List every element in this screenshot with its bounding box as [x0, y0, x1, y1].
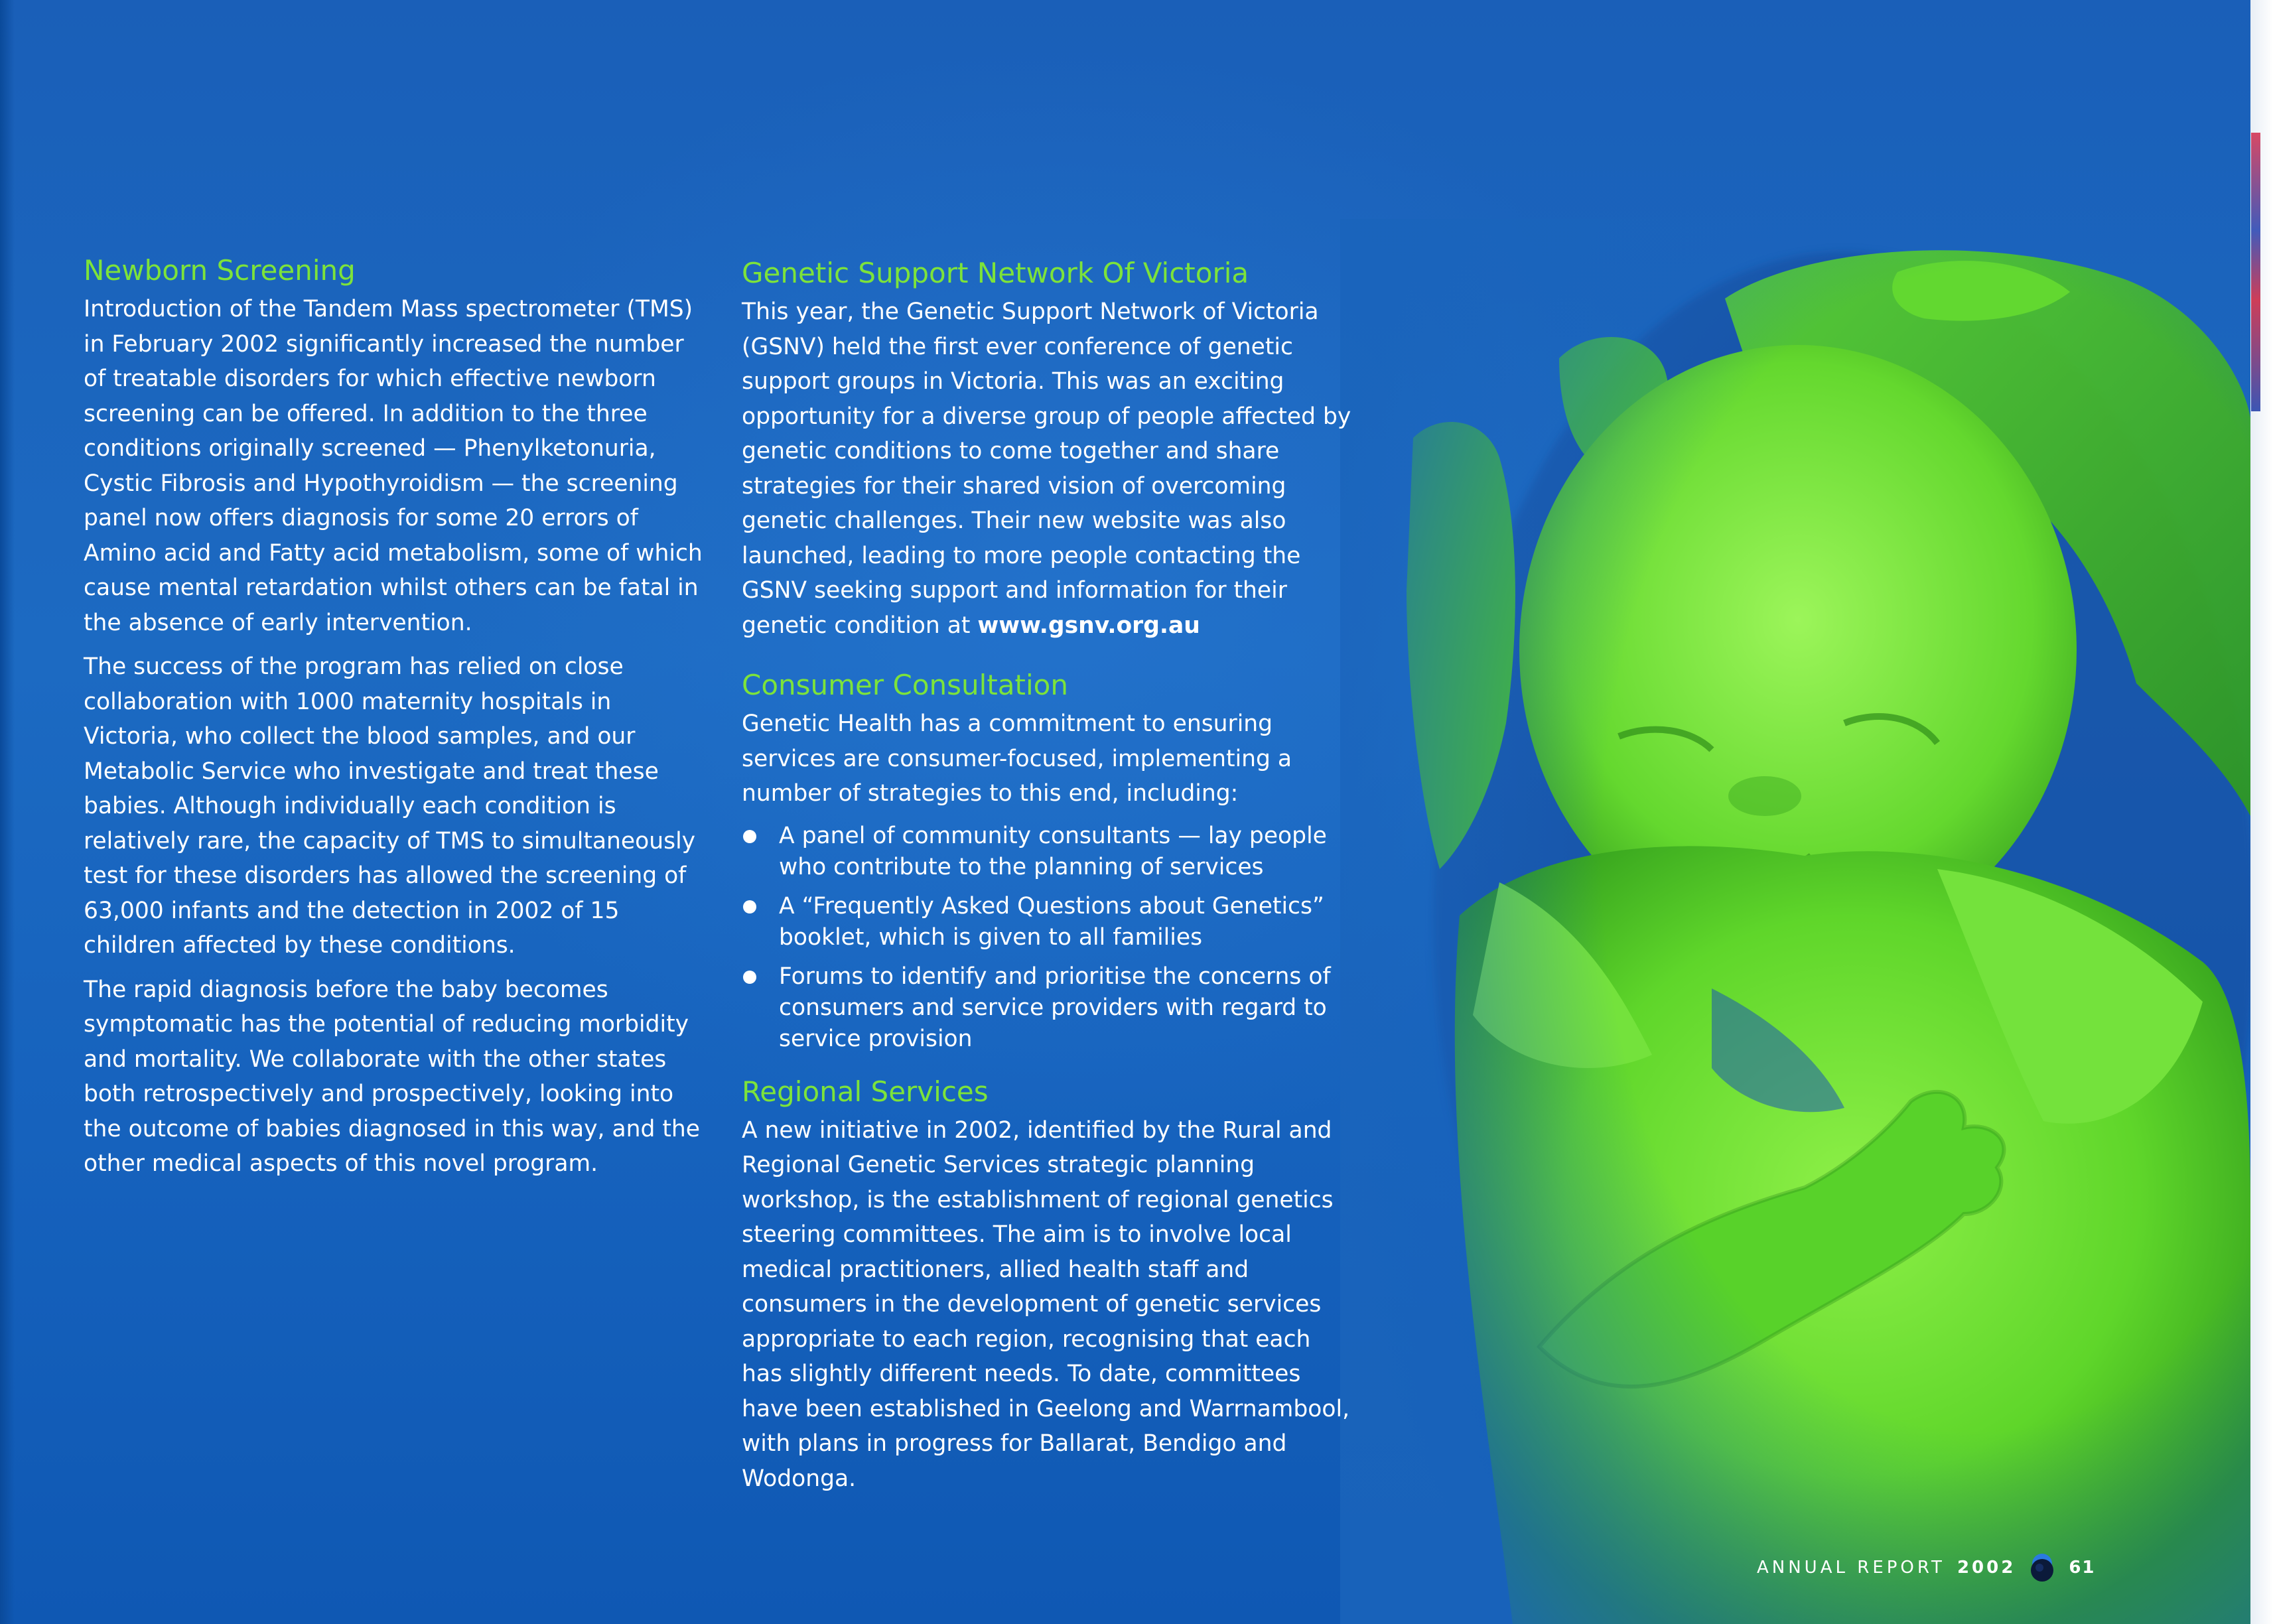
newborn-screening-heading: Newborn Screening — [84, 254, 356, 287]
orb-icon — [2028, 1553, 2057, 1582]
page-footer — [1757, 1552, 2096, 1583]
gsnv-paragraph-text: This year, the Genetic Support Network of Victoria (GSNV) held the first ever conference of genetic support groups in Victoria. This was an exciting opportunity for a diverse group of people affected by genetic conditions to come together and share strategies for their shared vision of overcoming genetic challenges. Their new website was also launched, leading to more people contacting the GSNV seeking support and information for their genetic condition at — [742, 299, 1351, 639]
bullet-icon — [743, 830, 756, 843]
newborn-screening-section — [84, 253, 707, 1191]
page-spine-shadow — [0, 0, 15, 1624]
regional-services-section — [742, 1075, 1352, 1497]
color-registration-marks — [2251, 133, 2260, 411]
consumer-consultation-section — [742, 668, 1352, 1055]
gsnv-heading: Genetic Support Network Of Victoria — [742, 257, 1249, 289]
consumer-consultation-heading: Consumer Consultation — [742, 669, 1068, 701]
list-item: Forums to identify and prioritise the concerns of consumers and service providers with regard to service provision — [742, 961, 1352, 1055]
regional-services-heading: Regional Services — [742, 1075, 989, 1108]
regional-services-paragraph: A new initiative in 2002, identified by the Rural and Regional Genetic Services strategic planning workshop, is the establishment of regional genetics steering committees. The aim is to involve local medical practitioners, allied health staff and consumers in the development of genetic services appropriate to each region, recognising that each has slightly different needs. To date, committees have been established in Geelong and Warrnambool, with plans in progress for Ballarat, Bendigo and Wodonga. — [742, 1116, 1350, 1492]
bullet-icon — [743, 900, 756, 914]
newborn-screening-paragraph-3: The rapid diagnosis before the baby becomes symptomatic has the potential of reducing morbidity and mortality. We collaborate with the other states both retrospectively and prospectively, looking into the outcome of babies diagnosed in this way, and the other medical aspects of this novel program. — [84, 976, 700, 1177]
list-item: A panel of community consultants — lay people who contribute to the planning of services — [742, 821, 1352, 883]
footer-year: 2002 — [1957, 1558, 2016, 1578]
newborn-screening-paragraph-2: The success of the program has relied on close collaboration with 1000 maternity hospitals in Victoria, who collect the blood samples, and our Metabolic Service who investigate and treat these babies. Although individually each condition is relatively rare, the capacity of TMS to simultaneously test for these disorders has allowed the screening of 63,000 infants and the detection in 2002 of 15 children affected by these conditions. — [84, 653, 696, 959]
consumer-consultation-list — [742, 821, 1352, 1055]
second-column — [742, 256, 1352, 1505]
bullet-icon — [743, 971, 756, 984]
gsnv-website-link[interactable]: www.gsnv.org.au — [977, 612, 1200, 639]
newborn-screening-paragraph-1: Introduction of the Tandem Mass spectrometer (TMS) in February 2002 significantly increased the number of treatable disorders for which effective newborn screening can be offered. In addition to the three conditions originally screened — Phenylketonuria, Cystic Fibrosis and Hypothyroidism — the screening panel now offers diagnosis for some 20 errors of Amino acid and Fatty acid metabolism, some of which cause mental retardation whilst others can be fatal in the absence of early intervention. — [84, 296, 703, 636]
footer-label: ANNUAL REPORT — [1757, 1558, 1945, 1578]
list-item: A “Frequently Asked Questions about Genetics” booklet, which is given to all families — [742, 891, 1352, 953]
newborn-baby-photo — [1340, 219, 2250, 1624]
gsnv-paragraph — [742, 295, 1352, 643]
page-number: 61 — [2069, 1558, 2096, 1578]
gsnv-section — [742, 256, 1352, 643]
consumer-consultation-intro: Genetic Health has a commitment to ensuring services are consumer-focused, implementing a number of strategies to this end, including: — [742, 710, 1292, 807]
